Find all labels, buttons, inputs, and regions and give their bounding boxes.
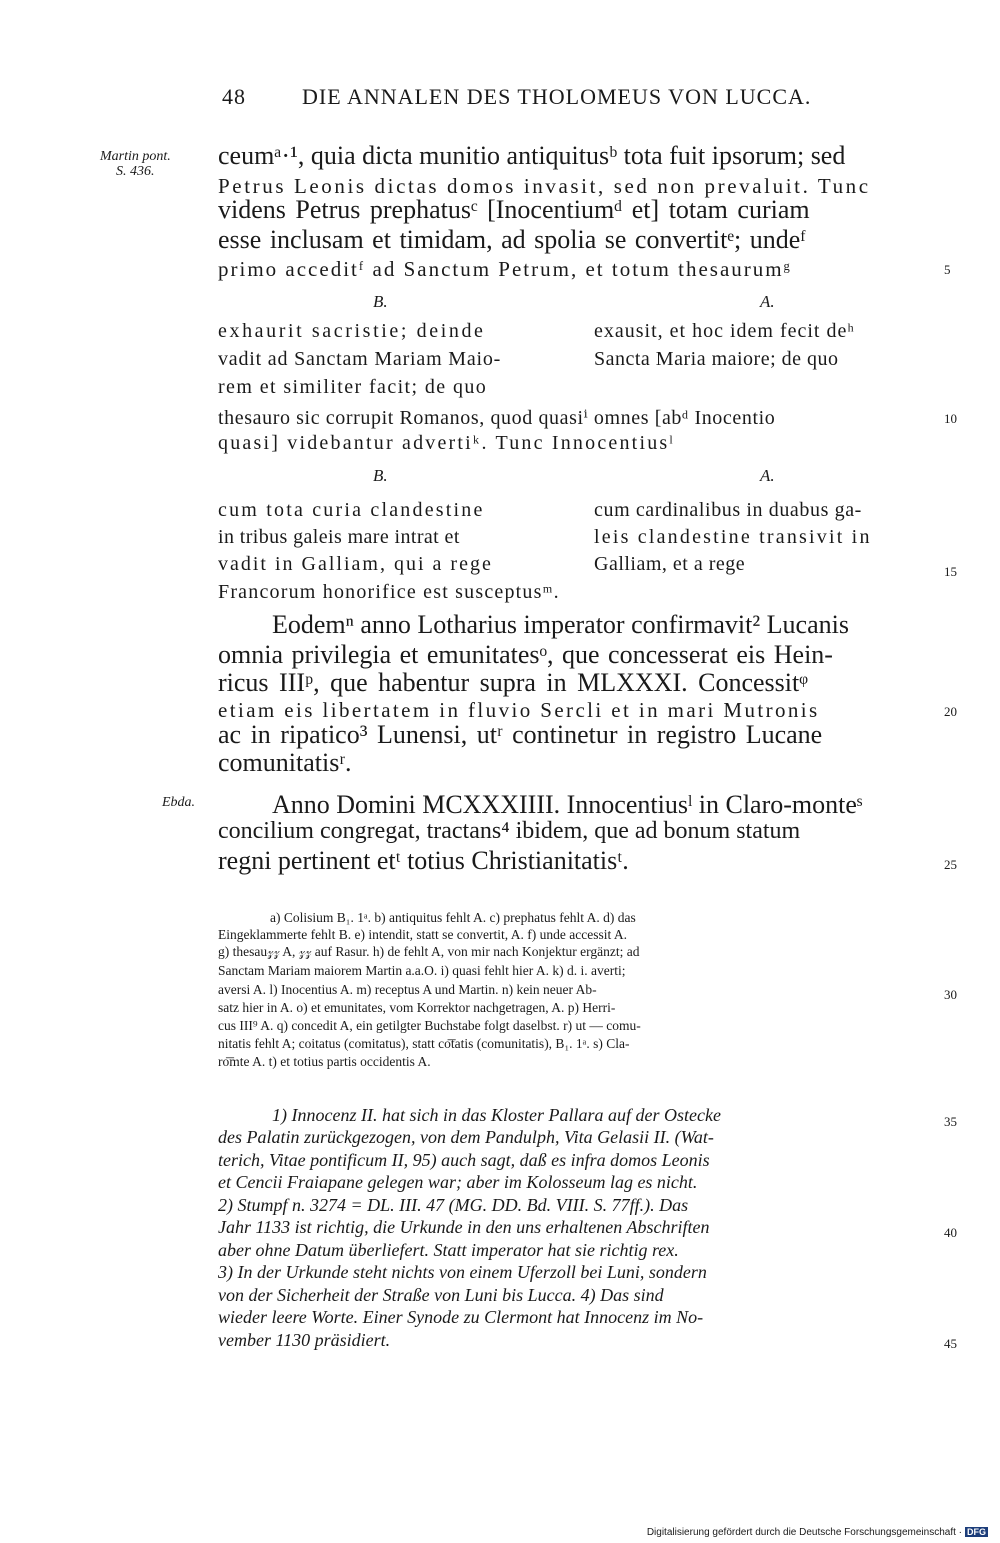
column-label-b: B.: [373, 292, 388, 311]
running-header: [222, 84, 811, 110]
column-b-line: vadit ad Sanctam Mariam Maio-: [218, 348, 502, 370]
column-b-line: vadit in Galliam, qui a rege: [218, 553, 493, 575]
paragraph-start: Eodemⁿ anno Lotharius imperator confirmavit² Lucanis: [272, 610, 849, 639]
column-b-line: rem et similiter facit; de quo: [218, 376, 488, 398]
column-a-line: exausit, et hoc idem fecit deʰ: [594, 320, 855, 342]
text-line: ac in ripatico³ Lunensi, utʳ continetur in registro Lucane: [218, 720, 823, 749]
text-line: comunitatisʳ.: [218, 748, 352, 777]
footnote-line: 3) In der Urkunde steht nichts von einem Uferzoll bei Luni, sondern: [218, 1262, 707, 1282]
line-number: 10: [944, 411, 957, 426]
footnote-line: aversi A. l) Inocentius A. m) receptus A und Martin. n) kein neuer Ab-: [218, 982, 597, 997]
paragraph-start: Anno Domini MCXXXIIII. Innocentiusˡ in Claro-monteˢ: [272, 790, 863, 819]
footnote-line: nitatis fehlt A; coitatus (comitatus), statt co͞tatis (comunitatis), B₁. 1ᵃ. s) Cla-: [218, 1036, 630, 1051]
footnote-line: 1) Innocenz II. hat sich in das Kloster Pallara auf der Ostecke: [272, 1105, 721, 1125]
footnote-line: Jahr 1133 ist richtig, die Urkunde in den uns erhaltenen Abschriften: [218, 1217, 710, 1237]
line-number: 25: [944, 857, 957, 872]
margin-note-line: S. 436.: [116, 164, 155, 179]
footnote-line: ro͞mte A. t) et totius partis occidentis A.: [218, 1054, 431, 1069]
text-line: ceumᵃ·¹, quia dicta munitio antiquitusᵇ tota fuit ipsorum; sed: [218, 141, 846, 170]
footnote-line: von der Sicherheit der Straße von Luni bis Lucca. 4) Das sind: [218, 1285, 664, 1305]
line-number: 35: [944, 1114, 957, 1129]
column-label-b: B.: [373, 466, 388, 485]
line-number: 45: [944, 1336, 957, 1351]
column-b-line: exhaurit sacristie; deinde: [218, 320, 486, 342]
text-line: omnia privilegia et emunitatesᵒ, que concesserat eis Hein-: [218, 640, 833, 669]
text-line: esse inclusam et timidam, ad spolia se convertitᵉ; undeᶠ: [218, 225, 806, 254]
line-number: 5: [944, 262, 951, 277]
running-title: DIE ANNALEN DES THOLOMEUS VON LUCCA.: [302, 84, 812, 109]
column-label-a: A.: [760, 466, 775, 485]
text-line: Petrus Leonis dictas domos invasit, sed non prevaluit. Tunc: [218, 174, 871, 198]
footnote-line: aber ohne Datum überliefert. Statt imperator hat sie richtig rex.: [218, 1240, 679, 1260]
column-b-line: cum tota curia clandestine: [218, 499, 485, 521]
footnote-line: terich, Vitae pontificum II, 95) auch sagt, daß es infra domos Leonis: [218, 1150, 710, 1170]
text-line: concilium congregat, tractans⁴ ibidem, que ad bonum statum: [218, 818, 801, 844]
footnote-line: cus III⁹ A. q) concedit A, ein getilgter Buchstabe folgt daselbst. r) ut — comu-: [218, 1018, 641, 1033]
text-line: regni pertinent etᵗ totius Christianitatisᵗ.: [218, 846, 629, 875]
margin-note-source: Ebda.: [162, 795, 196, 810]
column-a-line: Sancta Maria maiore; de quo: [594, 348, 839, 370]
column-a-line: cum cardinalibus in duabus ga-: [594, 499, 862, 521]
text-line: ricus IIIᵖ, que habentur supra in MLXXXI. Concessitᵠ: [218, 668, 808, 697]
dfg-logo: DFG: [967, 1527, 986, 1537]
column-label-a: A.: [760, 292, 775, 311]
line-number: 40: [944, 1225, 957, 1240]
text-line: quasi] videbantur advertiᵏ. Tunc Innocentiusˡ: [218, 432, 675, 454]
text-line: videns Petrus prephatusᶜ [Inocentiumᵈ et] totam curiam: [218, 195, 810, 224]
text-line: thesauro sic corrupit Romanos, quod quasiⁱ omnes [abᵈ Inocentio: [218, 407, 776, 429]
column-a-line: leis clandestine transivit in: [594, 526, 872, 548]
line-number: 15: [944, 564, 957, 579]
text-line: Francorum honorifice est susceptusᵐ.: [218, 581, 560, 603]
footnote-line: wieder leere Worte. Einer Synode zu Clermont hat Innocenz im No-: [218, 1307, 704, 1327]
footnote-line: Sanctam Mariam maiorem Martin a.a.O. i) quasi fehlt hier A. k) d. i. averti;: [218, 963, 626, 978]
footnote-line: vember 1130 präsidiert.: [218, 1330, 391, 1350]
margin-note-source: [100, 149, 171, 179]
footnote-line: 2) Stumpf n. 3274 = DL. III. 47 (MG. DD. Bd. VIII. S. 77ff.). Das: [218, 1195, 689, 1215]
digitization-credit: [647, 1527, 988, 1538]
footnote-line: satz hier in A. o) et emunitates, vom Korrektor nachgetragen, A. p) Herri-: [218, 1000, 616, 1015]
footnote-line: g) thesau𝓏𝓏 A, 𝓏𝓏 auf Rasur. h) de fehlt A, von mir nach Konjektur ergänzt; ad: [218, 944, 640, 959]
credit-text: Digitalisierung gefördert durch die Deutsche Forschungsgemeinschaft ·: [646, 1527, 962, 1538]
text-line: primo acceditᶠ ad Sanctum Petrum, et totum thesaurumᵍ: [218, 257, 792, 281]
footnote-line: Eingeklammerte fehlt B. e) intendit, statt se convertit, A. f) unde accessit A.: [218, 927, 628, 942]
line-number: 30: [944, 987, 957, 1002]
margin-note-line: Martin pont.: [100, 149, 171, 164]
footnote-line: a) Colisium B₁. 1ᵃ. b) antiquitus fehlt A. c) prephatus fehlt A. d) das: [270, 910, 636, 925]
column-b-line: in tribus galeis mare intrat et: [218, 526, 460, 548]
page-number: 48: [222, 84, 246, 109]
column-a-line: Galliam, et a rege: [594, 553, 746, 575]
footnote-line: et Cencii Fraiapane gelegen war; aber im Kolosseum lag es nicht.: [218, 1172, 698, 1192]
text-line: etiam eis libertatem in fluvio Sercli et in mari Mutronis: [218, 698, 820, 722]
footnote-line: des Palatin zurückgezogen, von dem Pandulph, Vita Gelasii II. (Wat-: [218, 1127, 714, 1147]
line-number: 20: [944, 704, 957, 719]
